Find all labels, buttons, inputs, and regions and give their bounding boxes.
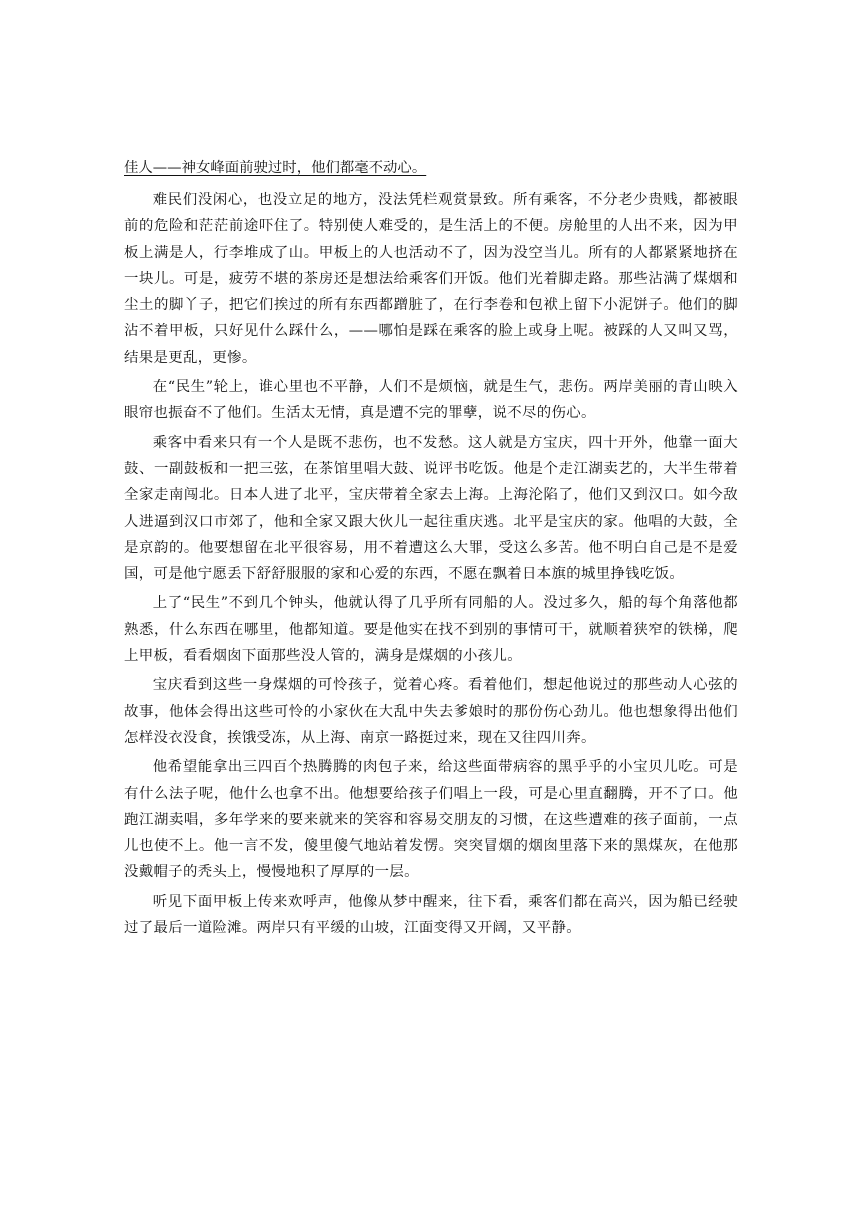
paragraph-3: 乘客中看来只有一个人是既不悲伤，也不发愁。这人就是方宝庆，四十开外，他靠一面大鼓、一副鼓板和一把三弦，在茶馆里唱大鼓、说评书吃饭。他是个走江湖卖艺的，大半生带着全家走南闯北。日本人进了北平，宝庆带着全家去上海。上海沦陷了，他们又到汉口。如今敌人进逼到汉口市郊了，他和全家又跟大伙儿一起往重庆逃。北平是宝庆的家。他唱的大鼓，全是京韵的。他要想留在北平很容易，用不着遭这么大罪，受这么多苦。他不明白自己是不是爱国，可是他宁愿丢下舒舒服服的家和心爱的东西，不愿在飘着日本旗的城里挣钱吃饭。 xyxy=(124,434,738,583)
paragraph-5: 宝庆看到这些一身煤烟的可怜孩子，觉着心疼。看着他们，想起他说过的那些动人心弦的故事，他体会得出这些可怜的小家伙在大乱中失去爹娘时的那份伤心劲儿。他也想象得出他们怎样没衣没食，挨饿受冻，从上海、南京一路挺过来，现在又往四川奔。 xyxy=(124,677,738,746)
paragraph-2: 在“民生”轮上，谁心里也不平静，人们不是烦恼，就是生气，悲伤。两岸美丽的青山映入眼帘也振奋不了他们。生活太无情，真是遭不完的罪孽，说不尽的伤心。 xyxy=(124,379,738,422)
document-page xyxy=(124,155,738,944)
paragraph-7: 听见下面甲板上传来欢呼声，他像从梦中醒来，往下看，乘客们都在高兴，因为船已经驶过了最后一道险滩。两岸只有平缓的山坡，江面变得又开阔，又平静。 xyxy=(124,893,738,937)
paragraph-1: 难民们没闲心，也没立足的地方，没法凭栏观赏景致。所有乘客，不分老少贵贱，都被眼前的危险和茫茫前途吓住了。特别使人难受的，是生活上的不便。房舱里的人出不来，因为甲板上满是人，行李堆成了山。甲板上的人也活动不了，因为没空当儿。所有的人都紧紧地挤在一块儿。可是，疲劳不堪的茶房还是想法给乘客们开饭。他们光着脚走路。那些沾满了煤烟和尘土的脚丫子，把它们挨过的所有东西都蹭脏了，在行李卷和包袱上留下小泥饼子。他们的脚沾不着甲板，只好见什么踩什么，——哪怕是踩在乘客的脸上或身上呢。被踩的人又叫又骂，结果是更乱，更惨。 xyxy=(124,192,738,366)
continued-line: 佳人——神女峰面前驶过时，他们都毫不动心。 xyxy=(124,160,427,176)
paragraph-6: 他希望能拿出三四百个热腾腾的肉包子来，给这些面带病容的黑乎乎的小宝贝儿吃。可是有什么法子呢，他什么也拿不出。他想要给孩子们唱上一段，可是心里直翻腾，开不了口。他跑江湖卖唱，多年学来的要来就来的笑容和容易交朋友的习惯，在这些遭难的孩子面前，一点儿也使不上。他一言不发，傻里傻气地站着发愣。突突冒烟的烟囱里落下来的黑煤灰，在他那没戴帽子的秃头上，慢慢地积了厚厚的一层。 xyxy=(124,759,738,881)
paragraph-4: 上了“民生”不到几个钟头，他就认得了几乎所有同船的人。没过多久，船的每个角落他都熟悉，什么东西在哪里，他都知道。要是他实在找不到别的事情可干，就顺着狭窄的铁梯，爬上甲板，看看烟囱下面那些没人管的，满身是煤烟的小孩儿。 xyxy=(124,595,738,665)
